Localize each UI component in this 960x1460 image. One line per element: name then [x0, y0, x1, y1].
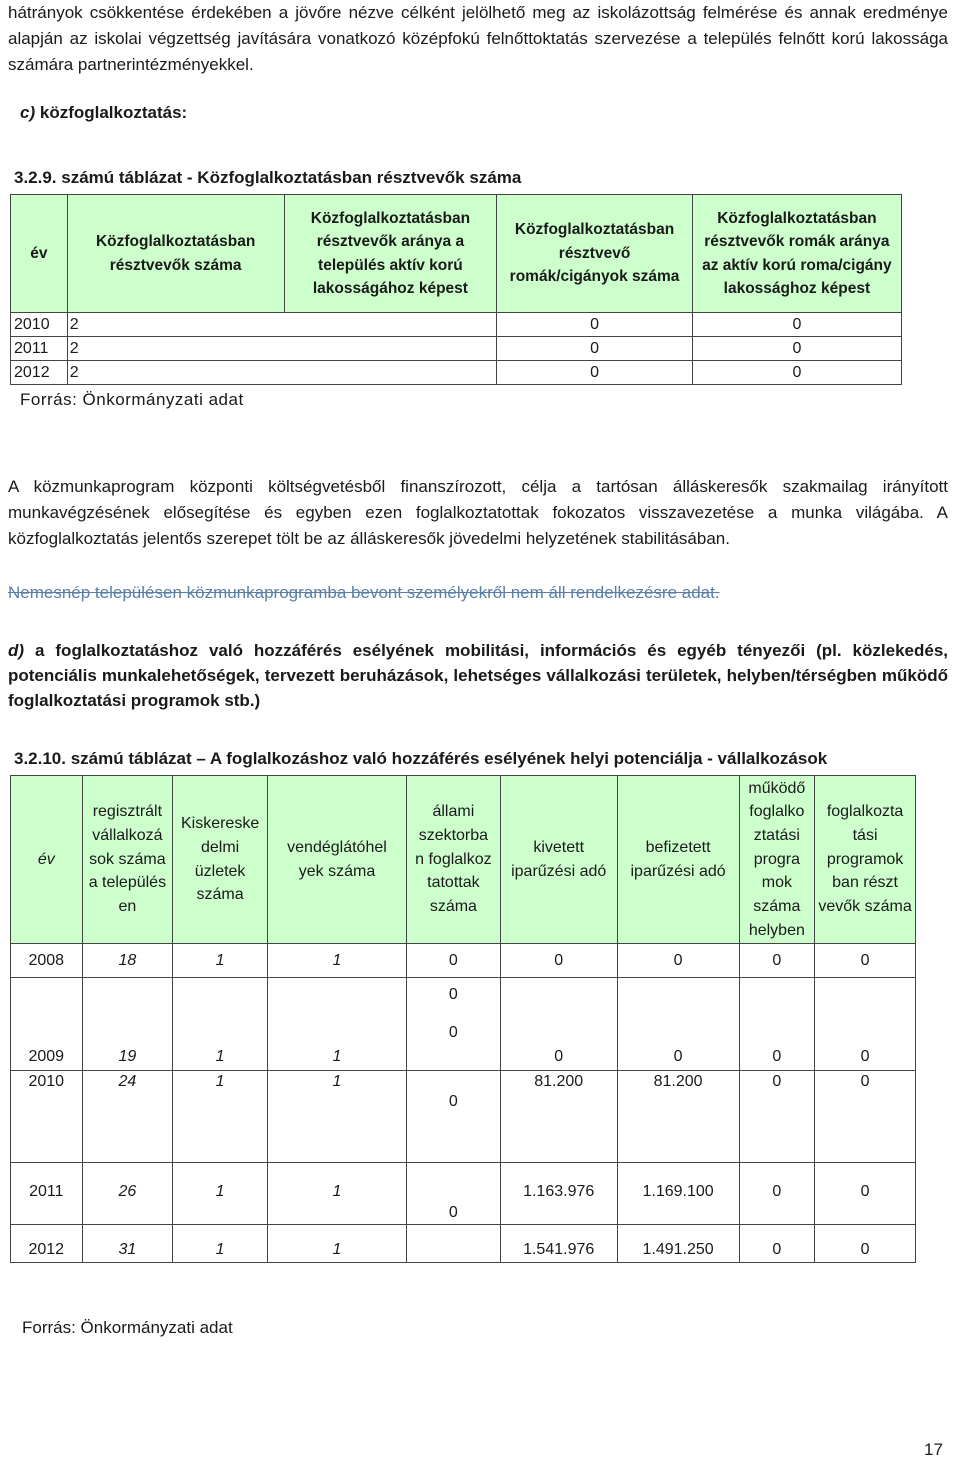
t2-header-paid: befizetett iparűzési adó: [617, 776, 739, 944]
t2-state: [407, 1225, 501, 1263]
t2-paid: 1.169.100: [617, 1163, 739, 1225]
t2-header-year: év: [11, 776, 83, 944]
t2-state: 0: [448, 1024, 458, 1041]
t2-programs: 0: [739, 1225, 815, 1263]
table1-title: 3.2.9. számú táblázat - Közfoglalkoztatásban résztvevők száma: [14, 168, 522, 187]
t2-state: 0: [407, 944, 501, 978]
t2-paid: 1.491.250: [617, 1225, 739, 1263]
t2-horeca: 1: [267, 1071, 406, 1163]
t1-roma: 0: [497, 313, 692, 337]
t1-year: 2011: [11, 337, 68, 361]
table-row: [11, 944, 916, 978]
t2-programs: 0: [739, 1071, 815, 1163]
t2-programs: 0: [739, 1163, 815, 1225]
t2-levied: 0: [500, 944, 617, 978]
intro-paragraph: hátrányok csökkentése érdekében a jövőre nézve célként jelölhető meg az iskolázottság felmérése és annak eredménye alapján az iskolai végzettség javítására vonatkozó középfokú felnőttoktatás szervezése a település felnőtt korú lakossága számára partnerintézményekkel.: [8, 3, 948, 74]
t1-ratio: [284, 337, 497, 361]
t1-roma-ratio: 0: [692, 313, 901, 337]
t1-count: 2: [67, 313, 284, 337]
t2-registered: 26: [82, 1163, 173, 1225]
t1-header-roma: Közfoglalkoztatásban résztvevő romák/cigányok száma: [497, 195, 692, 313]
t1-header-roma-ratio: Közfoglalkoztatásban résztvevők romák aránya az aktív korú roma/cigány lakossághoz képest: [692, 195, 901, 313]
table2-source: Forrás: Önkormányzati adat: [22, 1318, 233, 1337]
t2-paid: 0: [617, 978, 739, 1071]
t1-header-ratio: Közfoglalkoztatásban résztvevők aránya a település aktív korú lakosságához képest: [284, 195, 497, 313]
table-row: [11, 978, 916, 1071]
t1-count: 2: [67, 337, 284, 361]
t2-year: 2011: [11, 1163, 83, 1225]
table-employment: [10, 194, 902, 385]
table-row: [11, 361, 902, 385]
t1-count: 2: [67, 361, 284, 385]
t1-roma-ratio: 0: [692, 361, 901, 385]
section-d-letter: d): [8, 641, 25, 660]
t2-participants: 0: [815, 1071, 916, 1163]
table-row: [11, 1225, 916, 1263]
t1-year: 2012: [11, 361, 68, 385]
t2-paid: 0: [617, 944, 739, 978]
t2-header-shops: Kiskereske delmi üzletek száma: [173, 776, 268, 944]
t1-roma: 0: [497, 361, 692, 385]
table1-source: Forrás: Önkormányzati adat: [20, 390, 244, 409]
t2-year: 2009: [11, 978, 83, 1071]
t1-roma: 0: [497, 337, 692, 361]
t2-participants: 0: [815, 978, 916, 1071]
table-enterprises: [10, 775, 916, 1263]
section-d-heading: [8, 638, 948, 713]
section-c-title: közfoglalkoztatás:: [39, 103, 188, 122]
t2-horeca: 1: [267, 1225, 406, 1263]
t2-state-cell: [407, 978, 501, 1071]
t1-roma-ratio: 0: [692, 337, 901, 361]
t2-shops: 1: [173, 944, 268, 978]
t2-programs: 0: [739, 944, 815, 978]
table-row: [11, 1163, 916, 1225]
t2-shops: 1: [173, 978, 268, 1071]
t2-registered: 18: [82, 944, 173, 978]
t2-levied: 1.541.976: [500, 1225, 617, 1263]
t2-paid: 81.200: [617, 1071, 739, 1163]
t2-shops: 1: [173, 1225, 268, 1263]
t2-year: 2008: [11, 944, 83, 978]
t2-horeca: 1: [267, 978, 406, 1071]
t2-state: 0: [407, 1163, 501, 1225]
t2-shops: 1: [173, 1071, 268, 1163]
t2-header-registered: regisztrált vállalkozá sok száma a település en: [82, 776, 173, 944]
page-number: 17: [924, 1440, 943, 1459]
t1-ratio: [284, 361, 497, 385]
t2-levied: 1.163.976: [500, 1163, 617, 1225]
t2-header-levied: kivetett iparűzési adó: [500, 776, 617, 944]
t1-ratio: [284, 313, 497, 337]
t2-year: 2012: [11, 1225, 83, 1263]
table-row: [11, 1071, 916, 1163]
t1-header-count: Közfoglalkoztatásban résztvevők száma: [67, 195, 284, 313]
t2-horeca: 1: [267, 1163, 406, 1225]
t2-levied: 81.200: [500, 1071, 617, 1163]
table-row: [11, 313, 902, 337]
t2-horeca: 1: [267, 944, 406, 978]
t2-state: 0: [448, 986, 458, 1003]
t2-header-participants: foglalkozta tási programok ban részt vevők száma: [815, 776, 916, 944]
table-row: [11, 337, 902, 361]
t2-registered: 19: [82, 978, 173, 1071]
t2-registered: 24: [82, 1071, 173, 1163]
t2-registered: 31: [82, 1225, 173, 1263]
section-c-heading: [20, 103, 187, 123]
t2-header-programs: működő foglalko ztatási progra mok száma helyben: [739, 776, 815, 944]
t2-participants: 0: [815, 1163, 916, 1225]
t2-header-state: állami szektorba n foglalkoz tatottak száma: [407, 776, 501, 944]
t1-year: 2010: [11, 313, 68, 337]
t2-shops: 1: [173, 1163, 268, 1225]
table2-title: 3.2.10. számú táblázat – A foglalkozáshoz való hozzáférés esélyének helyi potenciálja - vállalkozások: [14, 749, 828, 768]
t2-levied: 0: [500, 978, 617, 1071]
t2-programs: 0: [739, 978, 815, 1071]
t2-header-horeca: vendéglátóhel yek száma: [267, 776, 406, 944]
public-work-paragraph: A közmunkaprogram központi költségvetésből finanszírozott, célja a tartósan álláskeresők szakmailag irányított munkavégzésének elősegítése és egyben ezen foglalkoztatottak fokozatos visszavezetése a munka világába. A közfoglalkoztatás jelentős szerepet tölt be az álláskeresők jövedelmi helyzetének stabilitásában.: [8, 477, 948, 548]
t1-header-year: év: [11, 195, 68, 313]
section-d-text: a foglalkoztatáshoz való hozzáférés esélyének mobilitási, információs és egyéb tényezői (pl. közlekedés, potenciális munkalehetőségek, tervezett beruházások, lehetséges vállalkozási területek, helyben/térségben működő foglalkoztatási programok stb.): [8, 641, 948, 710]
struck-note: Nemesnép településen közmunkaprogramba bevont személyekről nem áll rendelkezésre adat.: [8, 583, 720, 602]
section-c-letter: c): [20, 103, 36, 122]
t2-state: 0: [407, 1071, 501, 1163]
t2-year: 2010: [11, 1071, 83, 1163]
t2-participants: 0: [815, 944, 916, 978]
t2-participants: 0: [815, 1225, 916, 1263]
